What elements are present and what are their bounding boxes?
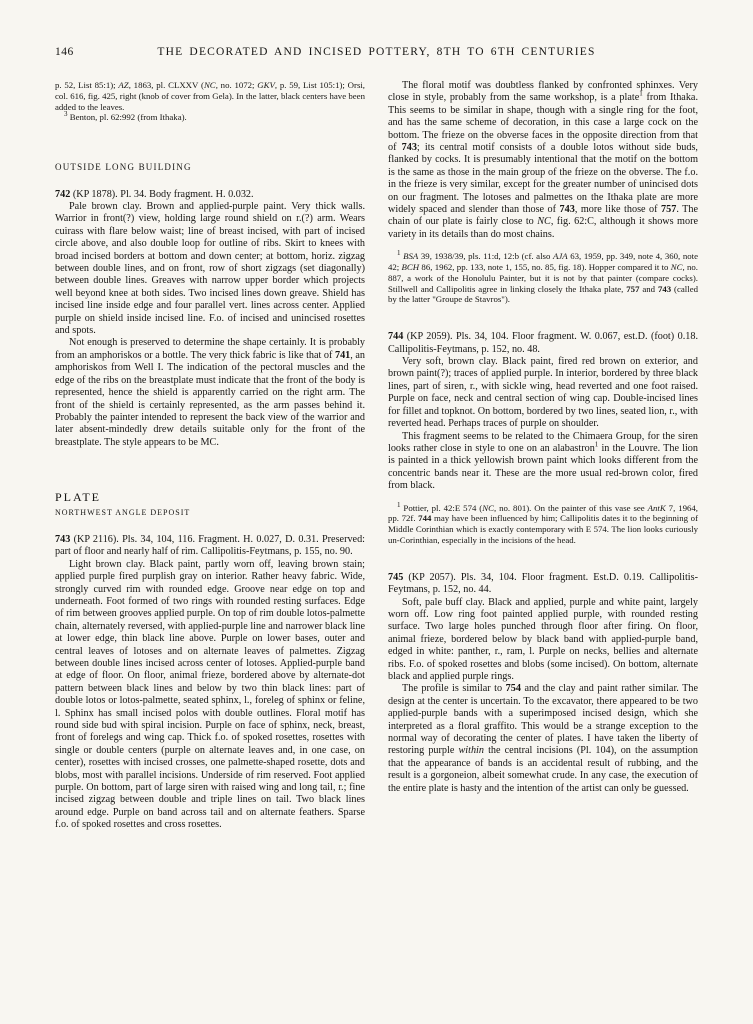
- para: This fragment seems to be related to the Chimaera Group, for the siren looks rather close in style to one on an alabastron$^1$ in the Louvre. The lion is painted in a thick yellowish brown paint which looks different from the concentric bands near it. These are the more usual red-brown color, fired from black.: [388, 430, 698, 492]
- right-column: [388, 80, 698, 994]
- para: Very soft, brown clay. Black paint, fired red brown on exterior, and brown paint(?); traces of applied purple. In interior, bordered by three black lines, part of siren, r., with sickle wing, head reverted and one foot raised. Purple on face, neck and central section of wing cap. Double-incised lines for fillet and topknot. On bottom, bordered by two lines, seated lion, r., with reverted head. Perhaps traces of purple on shoulder.: [388, 356, 698, 430]
- footnote: $^1$ BSA 39, 1938/39, pls. 11:d, 12:b (cf. also AJA 63, 1959, pp. 349, note 4, 360, note 42; BCH 86, 1962, pp. 133, note 1, 155, no. 85, fig. 18). Hopper compared it to NC, no. 887, a work of the Honolulu Painter, but it is not by that painter (compare cocks). Stillwell and Callipolitis agree in linking closely the Ithaka plate, 757 and 743 (called by the latter "Groupe de Stavros").: [388, 249, 699, 305]
- entry-head: 744 (KP 2059). Pls. 34, 104. Floor fragment. W. 0.067, est.D. (foot) 0.18. Callipolitis-Feytmans, p. 152, no. 48.: [388, 331, 698, 355]
- footnote: $^3$ Benton, pl. 62:992 (from Ithaka).: [64, 110, 187, 123]
- footnote: $^1$ Pottier, pl. 42:E 574 (NC, no. 801). On the painter of this vase see AntK 7, 1964, pp. 72f. 744 may have been influenced by him; Callipolitis dates it to the beginning of Middle Corinthian which is exactly contemporary with E 574. The lion looks curiously un-Corinthian, especially in the incisions of the head.: [388, 500, 698, 545]
- para: Light brown clay. Black paint, partly worn off, leaving brown stain; applied purple fired purplish gray on interior. Rather heavy fabric. Wide, strongly curved rim with rounded edge. Groove near edge on top and underneath. Foot formed of two rings with rounded resting surfaces. Edge of rim between grooves applied purple. On top of rim double lotos-palmette chain, alternately reversed, with applied-purple line and narrower black line at lower edge, thin black line above. Purple on lower bases, outer and central leaves of lotoses and on alternate leaves of palmettes. Zigzag between double lines incised across center of lotoses. Applied-purple band at edge of floor. On floor, animal frieze, bordered above by alternate-dot pattern between black lines and below by two thin black lines: part of double lotos or lotos-palmette, seated sphinx, l., foreleg of sphinx or feline, l. Sphinx has small incised polos with double outlines. Floral motif has round side bud with spiral incision. Purple on face of sphinx, neck, breast, front of forelegs and wing cap. Thick f.o. of spoked rosettes, rosettes with single or double centers (purple on alternate leaves and, in one case, on center), rosettes with incised crosses, one palmette-shaped rosette, dots and blobs, most with parallel incisions. Underside of rim reserved. Foot applied purple. On bottom, part of large siren with raised wing and long tail, r.; fine incised zigzag between double and triple lines on tail. Two black lines around edge. Purple on band across tail and on alternate feathers. Sparse f.o. of spoked rosettes and cross rosettes.: [55, 558, 365, 831]
- plate-heading: PLATE: [55, 490, 101, 505]
- running-title: THE DECORATED AND INCISED POTTERY, 8TH TO 6TH CENTURIES: [157, 46, 596, 58]
- page-header: [55, 46, 698, 64]
- para: Pale brown clay. Brown and applied-purple paint. Very thick walls. Warrior in front(?) view, holding large round shield on r.(?) arm. Wears cuirass with flare below waist; line of breast incised, with part of incised circle above, and also double loop for outline of ribs. Skirt to knees with broad incised borders at bottom and down center; at bottom, horiz. zigzag between double lines, and on front, row of short zigzags (set diagonally) between double lines. Greaves with narrow upper border which projects well beyond knee at both sides. Two incised lines down greave. Shield has incised line inside edge and four parallel vert. lines across center. Applied purple on shield inside incised line. F.o. of incised and unincised rosettes and spots.: [55, 201, 365, 337]
- footnote-cont: p. 52, List 85:1); AZ, 1863, pl. CLXXV (NC, no. 1072; GKV, p. 59, List 105:1); Orsi, col. 616, fig. 425, right (knob of cover from Gela). In the latter, black centers have been added to the leaves.: [55, 80, 366, 112]
- para: The floral motif was doubtless flanked by confronted sphinxes. Very close in style, probably from the same workshop, is a plate$^1$ from Ithaka. This seems to be similar in shape, though with a single ring for the foot, and has the same scheme of decoration, in this case a large cock on the bottom. The frieze on the obverse faces in the opposite direction from that of 743; its central motif consists of a double lotos without side buds, flanked by cocks. It is presumably intentional that the motif on the bottom is the same as those in the main group of the frieze on the obverse. The f.o. in the frieze is very similar, except for the greater number of unincised dots on our fragment. The lotoses and palmettes on the Ithaka plate are more widely spaced and slender than those of 743, more like those of 757. The chain of our plate is fairly close to NC, fig. 62:C, although it shows more variety in its details than do most chains.: [388, 80, 699, 240]
- two-column-text: [55, 80, 698, 994]
- sub-heading: NORTHWEST ANGLE DEPOSIT: [55, 507, 191, 517]
- page-number: 146: [55, 46, 74, 58]
- para: The profile is similar to 754 and the clay and paint rather similar. The design at the center is uncertain. To the excavator, there appeared to be two applied-purple bands with a superimposed incised design, which she interpreted as a floral graffito. This would be a strange exception to the normal way of decorating the center of plates. I have taken the liberty of restoring purple within the central incisions (Pl. 104), on the assumption that the appearance of bands is an accidental result of rubbing, and the result is a gorgoneion, albeit somewhat crude. In any case, the execution of the entire plate is hasty and the intention of the artist can only be guessed.: [388, 683, 699, 794]
- entry-head: 742 (KP 1878). Pl. 34. Body fragment. H. 0.032.: [55, 188, 254, 200]
- entry-head: 745 (KP 2057). Pls. 34, 104. Floor fragment. Est.D. 0.19. Callipolitis-Feytmans, p. 152, no. 44.: [388, 571, 698, 596]
- left-column: [55, 80, 365, 994]
- section-heading: OUTSIDE LONG BUILDING: [55, 162, 192, 173]
- para: Soft, pale buff clay. Black and applied, purple and white paint, largely worn off. Low ring foot painted applied purple, with rounded resting surface. Two large holes punched through floor after firing. On floor, animal frieze, bordered below by black band with applied-purple band, edged in white: panther, r., ram, l. Purple on necks, bellies and alternate ribs. F.o. of spoked rosettes and blobs (some incised). On bottom, alternate black and applied purple rings.: [388, 596, 698, 682]
- entry-head: 743 (KP 2116). Pls. 34, 104, 116. Fragment. H. 0.027, D. 0.31. Preserved: part of floor and nearly half of rim. Callipolitis-Feytmans, p. 155, no. 90.: [55, 533, 365, 558]
- para: Not enough is preserved to determine the shape certainly. It is probably from an amphoriskos or a bottle. The very thick fabric is like that of 741, an amphoriskos from Well I. The indication of the pectoral muscles and the edge of the ribs on the breastplate must indicate that the front of the body is represented, hence the shield is apparently carried on the right arm. The front of the shield is certainly represented, as the arm passes behind it. Probably the painter intended to represent the back view of the warrior and later absent-mindedly drew details suitable only for the front of the breastplate. The style appears to be MC.: [55, 337, 366, 448]
